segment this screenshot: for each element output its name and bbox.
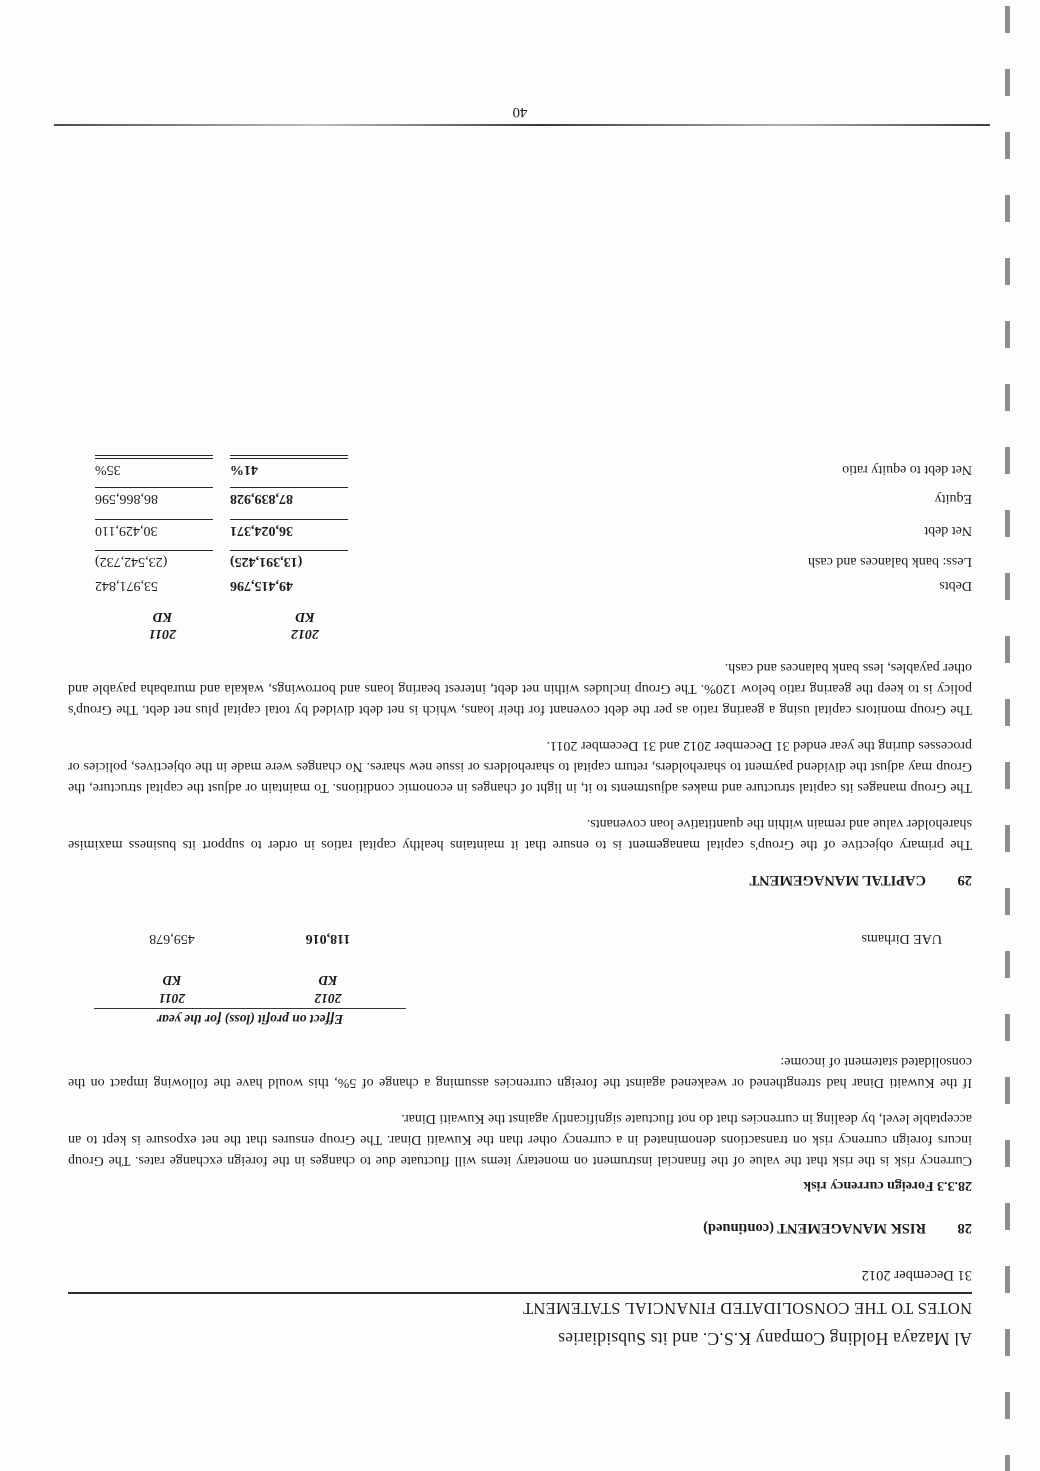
year-column-header: 2012 <box>314 991 342 1006</box>
capital-objective-paragraph: The primary objective of the Group's capital management is to ensure that it maintains healthy capital ratios in order to support its business maximise shareholder value and remain within the quantitative loan covenants. <box>68 816 972 852</box>
document-date: 31 December 2012 <box>861 1267 972 1283</box>
year-column-header: 2011 <box>158 991 186 1006</box>
year-column-header: 2012 <box>291 626 319 641</box>
section-29-title: CAPITAL MANAGEMENT <box>749 872 926 888</box>
currency-column-header: KD <box>318 973 338 988</box>
currency-column-header: KD <box>162 973 182 988</box>
value-2012: 41% <box>230 455 348 478</box>
company-name: Al Mazaya Holding Company K.S.C. and its Subsidiaries <box>557 1329 972 1349</box>
scanner-binding-marks <box>1005 6 1010 1471</box>
value-2012: 36,024,371 <box>230 519 348 539</box>
gearing-year-header-row <box>68 625 972 641</box>
value-2012: 49,415,796 <box>230 578 293 593</box>
page-content <box>68 455 972 1349</box>
value-2011: 86,866,596 <box>95 487 213 507</box>
doc-header <box>68 1266 972 1349</box>
table-row <box>68 487 972 507</box>
effect-on-profit-table <box>68 930 972 1027</box>
section-28-number: 28 <box>957 1220 972 1236</box>
sensitivity-paragraph: If the Kuwaiti Dinar had strengthened or weakened against the foreign currencies assuming a change of 5%, this would have the following impact on the consolidated statement of income: <box>68 1054 972 1090</box>
section-29-heading <box>68 871 972 888</box>
value-2012: 87,839,928 <box>230 487 348 507</box>
section-28-title: RISK MANAGEMENT (continued) <box>703 1220 926 1236</box>
row-label: Net debt to equity ratio <box>842 462 972 477</box>
table-row <box>68 575 972 594</box>
currency-column-header: KD <box>152 609 173 624</box>
table-row <box>68 455 972 478</box>
year-column-header: 2011 <box>148 626 177 641</box>
value-2012: (13,391,425) <box>230 550 348 570</box>
table-row <box>68 930 972 946</box>
gearing-ratio-paragraph: The Group monitors capital using a gearing ratio as per the debt covenant for their loans, which is net debt divided by total capital plus net debt. The Group's policy is to keep the gearing ratio below 120%. The Group includes within net debt, interest bearing loans and borrowings, wakala and murabaha payable and other payables, less bank balances and cash. <box>68 660 972 717</box>
capital-structure-paragraph: The Group manages its capital structure and makes adjustments to it, in light of changes in economic conditions. To maintain or adjust the capital structure, the Group may adjust the dividend payment to shareholders, return capital to shareholders or issue new shares. No changes were made in the objectives, policies or processes during the year ended 31 December 2012 and 31 December 2011. <box>68 738 972 795</box>
value-2012: 118,016 <box>305 931 351 946</box>
gearing-table <box>68 455 972 641</box>
gearing-table-rows <box>68 455 972 594</box>
value-2011: (23,542,732) <box>95 550 213 570</box>
effect-table-rows <box>68 930 972 946</box>
table-row <box>68 550 972 570</box>
row-label: Debts <box>939 578 972 593</box>
section-28-heading <box>68 1219 972 1236</box>
value-2011: 459,678 <box>149 931 195 946</box>
row-label: Equity <box>934 491 972 506</box>
subsection-28-3-3-heading: 28.3.3 Foreign currency risk <box>803 1178 972 1193</box>
row-label: Net debt <box>924 523 972 538</box>
effect-table-header <box>94 972 406 1027</box>
effect-year-header-row <box>94 990 406 1006</box>
gearing-currency-header-row <box>68 608 972 624</box>
row-label: UAE Dirhams <box>861 931 942 946</box>
currency-risk-paragraph: Currency risk is the risk that the value of the financial instrument on monetary items will fluctuate due to changes in the foreign exchange rates. The Group incurs foreign currency risk on transactions denominated in a currency other than the Kuwaiti Dinar. The Group ensures that the net exposure is kept to an acceptable level, by dealing in currencies that do not fluctuate significantly against the Kuwaiti Dinar. <box>68 1111 972 1168</box>
page-number: 40 <box>512 104 528 120</box>
value-2011: 35% <box>95 455 213 478</box>
currency-column-header: KD <box>295 609 315 624</box>
value-2011: 53,971,842 <box>95 578 158 593</box>
document-title: NOTES TO THE CONSOLIDATED FINANCIAL STATEMENT <box>68 1292 972 1318</box>
effect-table-caption: Effect on profit (loss) for the year <box>94 1008 406 1027</box>
row-label: Less: bank balances and cash <box>807 554 972 569</box>
section-29-number: 29 <box>957 872 972 888</box>
footer-rule <box>54 124 990 126</box>
table-row <box>68 519 972 539</box>
effect-currency-header-row <box>94 972 406 988</box>
value-2011: 30,429,110 <box>95 519 213 539</box>
